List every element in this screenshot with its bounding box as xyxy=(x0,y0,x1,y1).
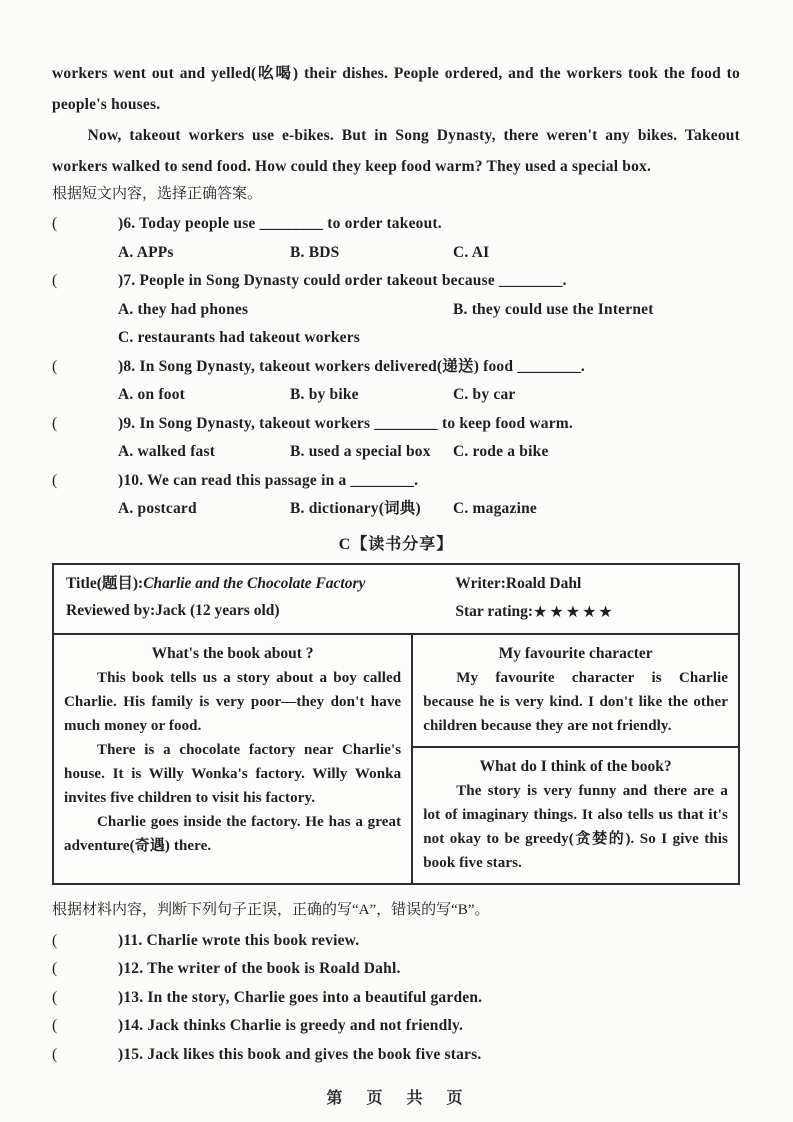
title-cell xyxy=(66,570,455,597)
answer-bracket: ( xyxy=(52,357,58,375)
question-text: )8. In Song Dynasty, takeout workers delivered(递送) food ________. xyxy=(118,357,585,375)
options-row xyxy=(52,495,740,524)
statement-text: )12. The writer of the book is Roald Dahl. xyxy=(118,960,401,977)
question-row-10 xyxy=(52,467,740,496)
option-c: C. by car xyxy=(453,386,516,403)
statement-text: )11. Charlie wrote this book review. xyxy=(118,931,360,949)
title-label: Title(题目): xyxy=(66,574,144,592)
about-paragraph: This book tells us a story about a boy called Charlie. His family is very poor—they don't have much money or food. xyxy=(64,669,402,734)
option-a: A. walked fast xyxy=(118,443,216,460)
instruction-choose: 根据短文内容，选择正确答案。 xyxy=(52,186,263,202)
question-row-9 xyxy=(52,410,740,439)
instruction-judge: 根据材料内容，判断下列句子正误，正确的写“A”，错误的写“B”。 xyxy=(52,901,490,918)
option-a: A. postcard xyxy=(118,500,197,517)
book-review-table xyxy=(52,563,740,885)
right-column xyxy=(413,635,738,883)
question-text: )9. In Song Dynasty, takeout workers ________ to keep food warm. xyxy=(118,414,573,432)
question-row-7 xyxy=(52,267,740,296)
option-c: C. AI xyxy=(453,243,490,261)
star-rating-icons: ★★★★★ xyxy=(533,601,615,621)
review-table-header xyxy=(54,565,738,635)
header-row-2 xyxy=(66,597,726,625)
passage-paragraph-1: workers went out and yelled(吆喝) their dishes. People ordered, and the workers took the food to people's houses. xyxy=(52,65,740,113)
about-paragraph: Charlie goes inside the factory. He has a great adventure(奇遇) there. xyxy=(64,813,402,854)
about-cell xyxy=(54,635,413,883)
writer-cell: Writer:Roald Dahl xyxy=(455,574,582,592)
option-c: C. magazine xyxy=(453,500,537,517)
question-row-8 xyxy=(52,353,740,382)
question-row-15 xyxy=(52,1041,740,1070)
review-table-body xyxy=(54,635,738,883)
answer-bracket: ( xyxy=(52,931,58,949)
option-a: A. on foot xyxy=(118,386,186,403)
favourite-character-cell xyxy=(413,635,738,746)
answer-bracket: ( xyxy=(52,1045,58,1063)
question-row-13 xyxy=(52,984,740,1013)
opinion-paragraph: The story is very funny and there are a lot of imaginary things. It also tells us that it's not okay to be greedy(贪婪的). So I give this book five stars. xyxy=(423,782,728,871)
options-row xyxy=(52,239,740,268)
option-b: B. dictionary(词典) xyxy=(290,500,421,517)
scan-artifact xyxy=(92,1118,290,1122)
star-rating-cell xyxy=(455,597,614,625)
star-rating-label: Star rating: xyxy=(455,602,534,620)
option-c: C. rode a bike xyxy=(453,443,549,460)
header-row-1 xyxy=(66,570,726,597)
question-text: )7. People in Song Dynasty could order takeout because ________. xyxy=(118,272,567,289)
option-a: A. APPs xyxy=(118,243,174,261)
reviewed-by-cell: Reviewed by:Jack (12 years old) xyxy=(66,601,280,619)
answer-bracket: ( xyxy=(52,960,58,977)
opinion-heading: What do I think of the book? xyxy=(479,757,672,775)
option-b: B. they could use the Internet xyxy=(453,300,654,318)
passage-paragraph-2: Now, takeout workers use e-bikes. But in Song Dynasty, there weren't any bikes. Takeout workers walked to send food. How could they keep food warm? They used a special box. xyxy=(52,127,740,175)
question-row-6 xyxy=(52,210,740,239)
options-row xyxy=(52,381,740,410)
question-row-12 xyxy=(52,955,740,984)
option-a: A. they had phones xyxy=(118,300,249,318)
statement-text: )14. Jack thinks Charlie is greedy and not friendly. xyxy=(118,1017,464,1034)
section-header: C【读书分享】 xyxy=(338,535,454,553)
option-c: C. restaurants had takeout workers xyxy=(118,329,361,346)
statement-text: )13. In the story, Charlie goes into a beautiful garden. xyxy=(118,988,483,1006)
answer-bracket: ( xyxy=(52,471,58,489)
options-row xyxy=(52,438,740,467)
statement-text: )15. Jack likes this book and gives the book five stars. xyxy=(118,1045,482,1063)
footer-page-number: 第 页 共 页 xyxy=(326,1090,467,1107)
favourite-character-heading: My favourite character xyxy=(498,644,653,662)
question-row-14 xyxy=(52,1012,740,1041)
opinion-cell xyxy=(413,746,738,883)
answer-bracket: ( xyxy=(52,414,58,432)
answer-bracket: ( xyxy=(52,272,58,289)
about-paragraph: There is a chocolate factory near Charlie's house. It is Willy Wonka's factory. Willy Wonka invites five children to visit his factory. xyxy=(64,741,402,806)
about-heading: What's the book about ? xyxy=(151,644,314,662)
question-text: )6. Today people use ________ to order takeout. xyxy=(118,215,442,232)
option-b: B. used a special box xyxy=(290,443,431,460)
true-false-block xyxy=(52,927,740,1070)
question-row-11 xyxy=(52,927,740,956)
answer-bracket: ( xyxy=(52,215,58,232)
options-row xyxy=(52,296,740,325)
answer-bracket: ( xyxy=(52,1017,58,1034)
page-content xyxy=(52,58,740,1069)
book-title: Charlie and the Chocolate Factory xyxy=(143,574,366,592)
multiple-choice-block xyxy=(52,210,740,524)
option-b: B. BDS xyxy=(290,243,340,261)
options-row xyxy=(52,324,740,353)
question-text: )10. We can read this passage in a ________. xyxy=(118,471,419,489)
answer-bracket: ( xyxy=(52,988,58,1006)
option-b: B. by bike xyxy=(290,386,359,403)
favourite-character-paragraph: My favourite character is Charlie because he is very kind. I don't like the other children because they are not friendly. xyxy=(423,669,728,734)
